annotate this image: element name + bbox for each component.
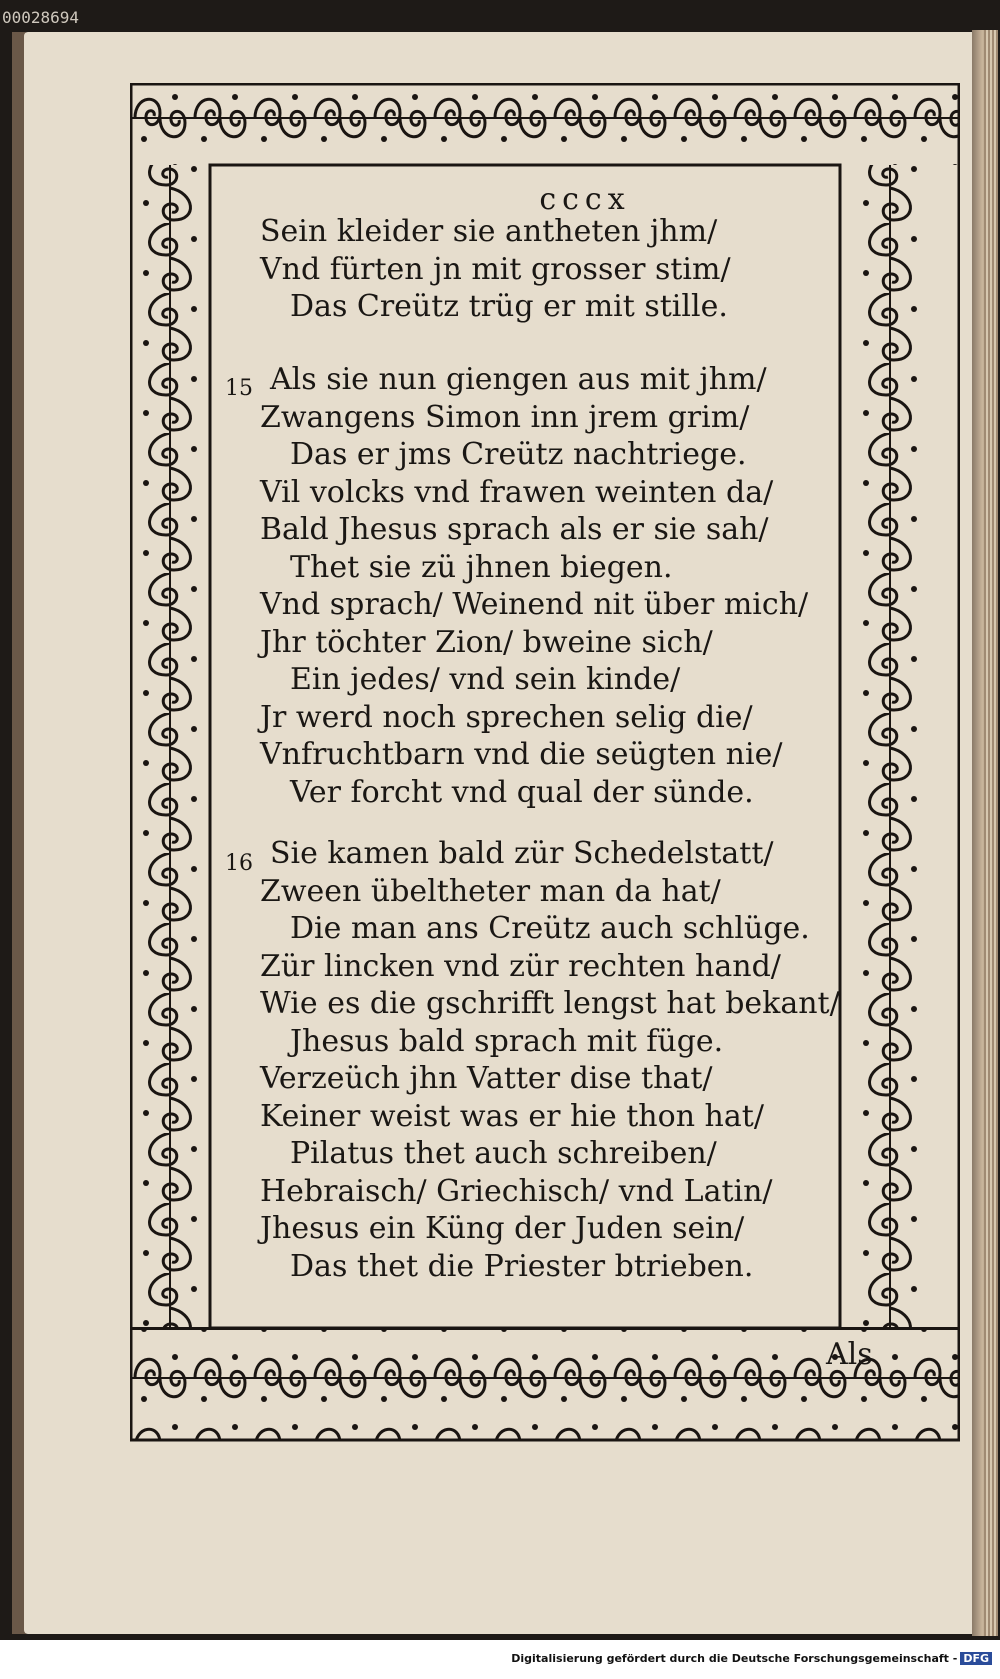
verse-16	[260, 835, 840, 1285]
verse-line: Verzeüch jhn Vatter dise that/	[260, 1061, 713, 1096]
verse-line: Zwangens Simon inn jrem grim/	[260, 399, 750, 435]
verse-line: Vnd sprach/ Weinend nit über mich/	[260, 587, 809, 622]
verse-line: Das er jms Creütz nachtriege.	[290, 437, 747, 472]
verse-line: Das thet die Priester btrieben.	[290, 1248, 754, 1284]
verse-line: Zween übeltheter man da hat/	[260, 873, 721, 909]
verse-line: Sie kamen bald zür Schedelstatt/	[270, 836, 774, 871]
catchword: Als	[826, 1337, 873, 1372]
verse-line: Wie es die gschrifft lengst hat bekant/	[260, 986, 840, 1021]
dfg-logo: DFG	[960, 1652, 992, 1665]
verse-line: Vnfruchtbarn vnd die seügten nie/	[260, 737, 783, 772]
page-stack-lines	[984, 30, 998, 1636]
verse-number: 15	[225, 376, 253, 401]
verse-line: Ein jedes/ vnd sein kinde/	[290, 662, 681, 697]
verse-line: Jhesus bald sprach mit füge.	[290, 1023, 724, 1059]
verse-line: Zür lincken vnd zür rechten hand/	[260, 948, 781, 984]
verse-line: Jr werd noch sprechen selig die/	[260, 699, 753, 735]
verse-line: Vil volcks vnd frawen weinten da/	[260, 474, 774, 510]
verse-line: Pilatus thet auch schreiben/	[290, 1136, 717, 1171]
footer-credit-text: Digitalisierung gefördert durch die Deutsche Forschungsgemeinschaft -	[511, 1652, 958, 1665]
verse-15	[260, 361, 808, 811]
verse-line: Jhesus ein Küng der Juden sein/	[260, 1211, 745, 1246]
verse-line: Thet sie zü jhnen biegen.	[290, 549, 673, 585]
verse-line: Bald Jhesus sprach als er sie sah/	[260, 512, 769, 547]
footer-credit	[511, 1652, 992, 1665]
verse-line: Keiner weist was er hie thon hat/	[260, 1098, 764, 1134]
verse-14	[260, 213, 731, 326]
verse-number: 16	[225, 851, 253, 876]
verse-line: Ver forcht vnd qual der sünde.	[290, 774, 754, 810]
verse-line: Das Creütz trüg er mit stille.	[290, 289, 728, 324]
verse-line: Als sie nun giengen aus mit jhm/	[270, 362, 767, 397]
verse-line: Vnd fürten jn mit grosser stim/	[260, 251, 731, 287]
verse-line: Hebraisch/ Griechisch/ vnd Latin/	[260, 1173, 773, 1209]
verse-line: Jhr töchter Zion/ bweine sich/	[260, 624, 713, 660]
verse-line: Die man ans Creütz auch schlüge.	[290, 911, 810, 946]
verse-line: Sein kleider sie antheten jhm/	[260, 214, 718, 249]
scan-id-label: 00028694	[2, 8, 80, 27]
page-header-folio: cccx	[539, 182, 631, 217]
